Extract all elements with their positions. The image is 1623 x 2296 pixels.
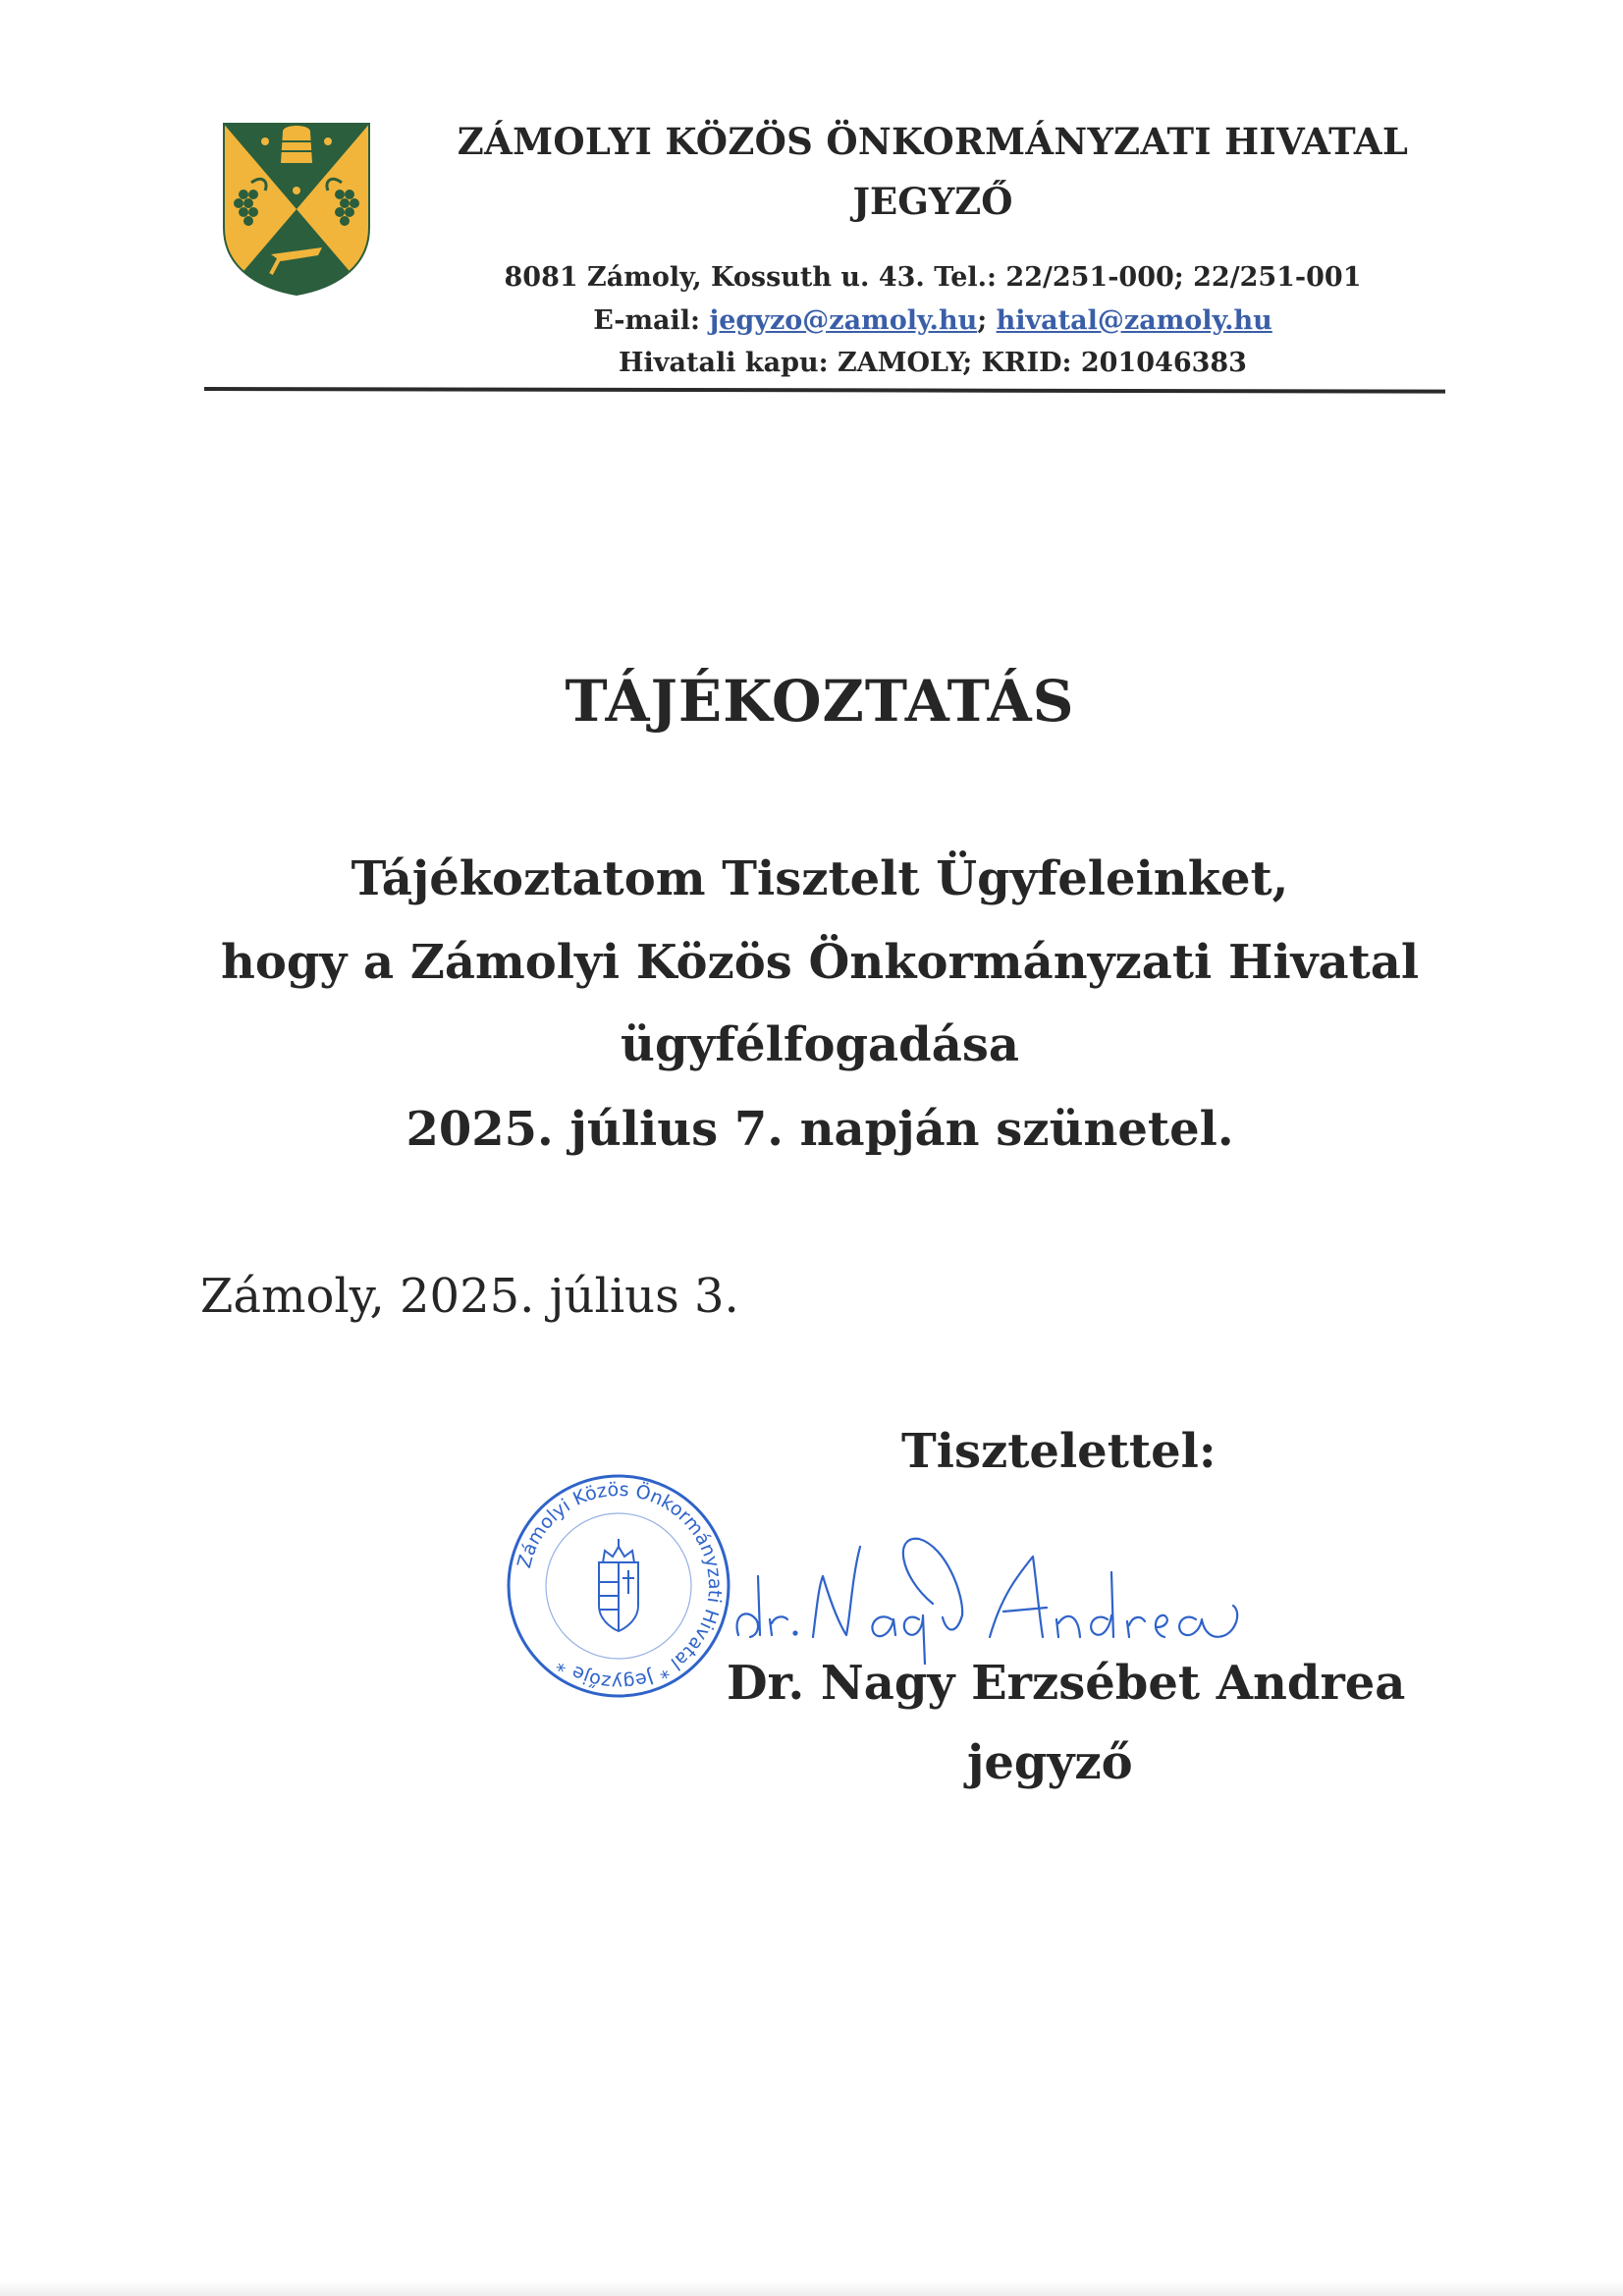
notice-line: Tájékoztatom Tisztelt Ügyfeleinket, — [351, 851, 1289, 906]
place-and-date: Zámoly, 2025. július 3. — [200, 1269, 739, 1324]
email-link-jegyzo[interactable]: jegyzo@zamoly.hu — [709, 305, 978, 336]
svg-text:Zámolyi Közös Önkormányzati Hi: Zámolyi Közös Önkormányzati Hivatal * Jegyzője * — [513, 1478, 727, 1694]
scan-edge — [0, 2280, 1623, 2296]
organization-name: ZÁMOLYI KÖZÖS ÖNKORMÁNYZATI HIVATAL — [457, 120, 1409, 163]
header-divider — [204, 387, 1445, 394]
signer-name: Dr. Nagy Erzsébet Andrea — [727, 1656, 1406, 1711]
email-link-hivatal[interactable]: hivatal@zamoly.hu — [996, 305, 1272, 336]
email-line — [314, 305, 1551, 336]
official-stamp — [501, 1468, 736, 1704]
closing-phrase: Tisztelettel: — [901, 1424, 1217, 1479]
document-title: TÁJÉKOZTATÁS — [565, 668, 1075, 735]
notice-line: ügyfélfogadása — [621, 1017, 1019, 1072]
email-separator: ; — [977, 305, 988, 336]
notice-line: 2025. július 7. napján szünetel. — [406, 1102, 1234, 1157]
signer-title: jegyző — [967, 1735, 1133, 1790]
notice-line: hogy a Zámolyi Közös Önkormányzati Hivatal — [220, 935, 1420, 990]
organization-role: JEGYZŐ — [852, 180, 1013, 223]
handwritten-signature — [727, 1517, 1355, 1665]
email-label: E-mail: — [593, 305, 701, 336]
address-line: 8081 Zámoly, Kossuth u. 43. Tel.: 22/251-000; 22/251-001 — [504, 262, 1362, 293]
gateway-line: Hivatali kapu: ZAMOLY; KRID: 201046383 — [619, 348, 1247, 378]
